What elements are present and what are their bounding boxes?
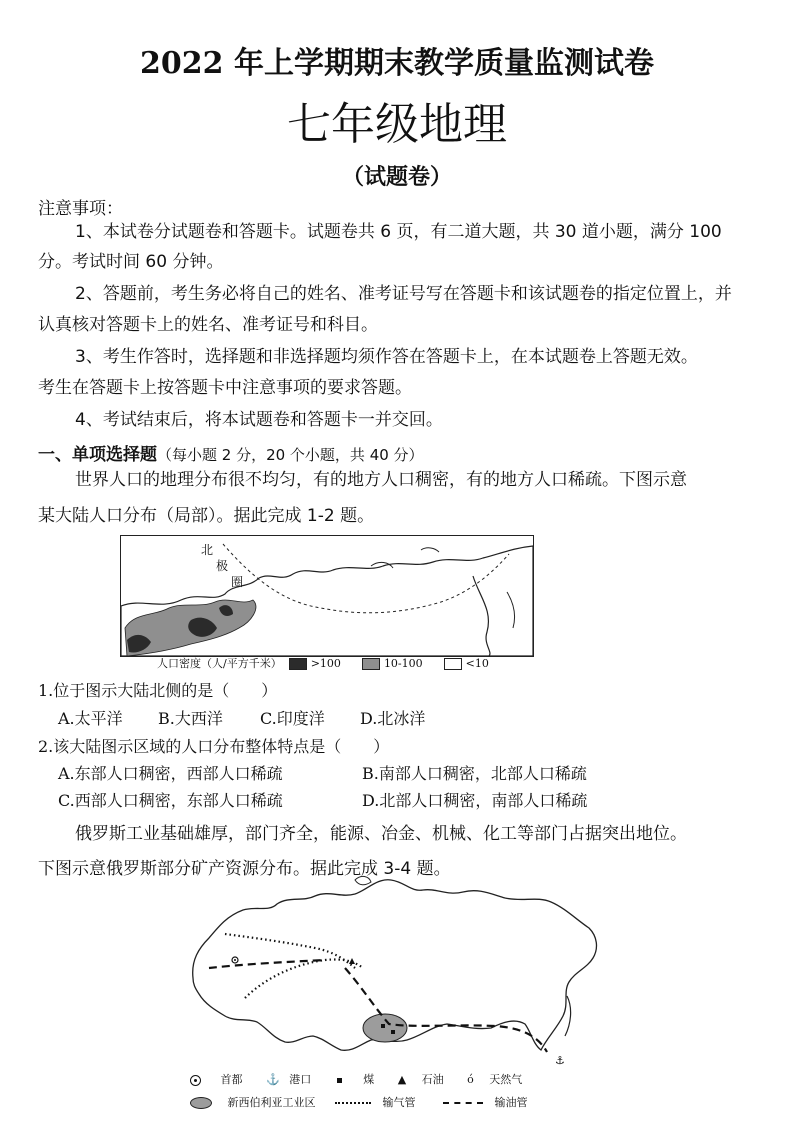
question-2-stem: 2.该大陆图示区域的人口分布整体特点是（ ） bbox=[38, 737, 390, 756]
russia-map-figure bbox=[185, 868, 605, 1068]
arctic-label-2: 极 bbox=[216, 559, 229, 573]
legend-swatch-low bbox=[444, 658, 462, 670]
port-symbol: ⚓ bbox=[555, 1054, 565, 1067]
resource-legend-row-2 bbox=[190, 1096, 528, 1110]
legend-swatch-medium bbox=[362, 658, 380, 670]
gas-icon: ó bbox=[467, 1073, 474, 1086]
legend-label-high: >100 bbox=[310, 657, 341, 670]
paper-type: （试题卷） bbox=[341, 165, 452, 190]
notice-item-2-line-1: 2、答题前，考生务必将自己的姓名、准考证号写在答题卡和该试题卷的指定位置上，并 bbox=[75, 284, 732, 304]
section-heading bbox=[38, 440, 424, 465]
q1-option-c: C.印度洋 bbox=[260, 709, 325, 728]
intro-1-line-2: 某大陆人口分布（局部）。据此完成 1-2 题。 bbox=[38, 506, 375, 526]
legend-gas-pipeline: 输气管 bbox=[382, 1096, 416, 1109]
coal-icon bbox=[337, 1078, 342, 1083]
q1-option-b: B.大西洋 bbox=[158, 709, 223, 728]
subject-title: 七年级地理 bbox=[287, 99, 507, 150]
legend-oil-pipeline: 输油管 bbox=[494, 1096, 528, 1109]
legend-coal: 煤 bbox=[363, 1073, 375, 1086]
intro-2-line-2: 下图示意俄罗斯部分矿产资源分布。据此完成 3-4 题。 bbox=[38, 859, 451, 879]
arctic-label-1: 北 bbox=[201, 543, 214, 557]
q2-option-b: B.南部人口稠密，北部人口稀疏 bbox=[362, 764, 587, 783]
legend-label-medium: 10-100 bbox=[383, 657, 423, 670]
notice-item-4: 4、考试结束后，将本试题卷和答题卡一并交回。 bbox=[75, 410, 443, 430]
notice-item-3-line-2: 考生在答题卡上按答题卡中注意事项的要求答题。 bbox=[38, 378, 412, 398]
capital-icon bbox=[190, 1075, 201, 1086]
gas-pipeline-icon bbox=[335, 1102, 371, 1104]
question-1-stem: 1.位于图示大陆北侧的是（ ） bbox=[38, 681, 278, 700]
population-map-figure bbox=[121, 536, 533, 656]
exam-title: 2022 年上学期期末教学质量监测试卷 bbox=[140, 46, 654, 81]
q1-option-d: D.北冰洋 bbox=[360, 709, 426, 728]
legend-capital: 首都 bbox=[220, 1073, 243, 1086]
legend-industrial-zone: 新西伯利亚工业区 bbox=[227, 1096, 316, 1109]
notice-item-3-line-1: 3、考生作答时，选择题和非选择题均须作答在答题卡上，在本试题卷上答题无效。 bbox=[75, 347, 698, 367]
intro-1-line-1: 世界人口的地理分布很不均匀，有的地方人口稠密，有的地方人口稀疏。下图示意 bbox=[75, 470, 687, 490]
intro-2-line-1: 俄罗斯工业基础雄厚，部门齐全，能源、冶金、机械、化工等部门占据突出地位。 bbox=[75, 824, 687, 844]
coal-symbol-2 bbox=[391, 1030, 395, 1034]
industrial-zone-icon bbox=[190, 1097, 212, 1109]
coal-symbol-1 bbox=[381, 1024, 385, 1028]
q2-option-d: D.北部人口稠密，南部人口稀疏 bbox=[362, 791, 588, 810]
legend-label-low: <10 bbox=[465, 657, 489, 670]
q2-option-a: A.东部人口稠密，西部人口稀疏 bbox=[58, 764, 283, 783]
q2-option-c: C.西部人口稠密，东部人口稀疏 bbox=[58, 791, 283, 810]
section-note: （每小题 2 分，20 个小题，共 40 分） bbox=[157, 446, 424, 464]
section-title: 一、单项选择题 bbox=[38, 445, 157, 465]
legend-gas: 天然气 bbox=[489, 1073, 523, 1086]
oil-icon: ▲ bbox=[397, 1073, 407, 1086]
notice-heading: 注意事项： bbox=[38, 199, 123, 219]
legend-title: 人口密度（人/平方千米） bbox=[157, 657, 282, 670]
population-map bbox=[120, 535, 534, 657]
russia-resource-map bbox=[185, 868, 605, 1068]
arctic-label-3: 圈 bbox=[231, 575, 244, 589]
q1-option-a: A.太平洋 bbox=[58, 709, 123, 728]
population-legend bbox=[157, 657, 489, 671]
anchor-icon: ⚓ bbox=[266, 1073, 280, 1086]
notice-item-1-line-2: 分。考试时间 60 分钟。 bbox=[38, 252, 224, 272]
resource-legend-row-1 bbox=[190, 1073, 522, 1087]
legend-port: 港口 bbox=[289, 1073, 312, 1086]
legend-swatch-high bbox=[289, 658, 307, 670]
notice-item-1-line-1: 1、本试卷分试题卷和答题卡。试题卷共 6 页，有二道大题，共 30 道小题，满分 100 bbox=[75, 222, 722, 242]
notice-item-2-line-2: 认真核对答题卡上的姓名、准考证号和科目。 bbox=[38, 315, 378, 335]
legend-oil: 石油 bbox=[421, 1073, 444, 1086]
oil-pipeline-icon bbox=[443, 1102, 483, 1104]
